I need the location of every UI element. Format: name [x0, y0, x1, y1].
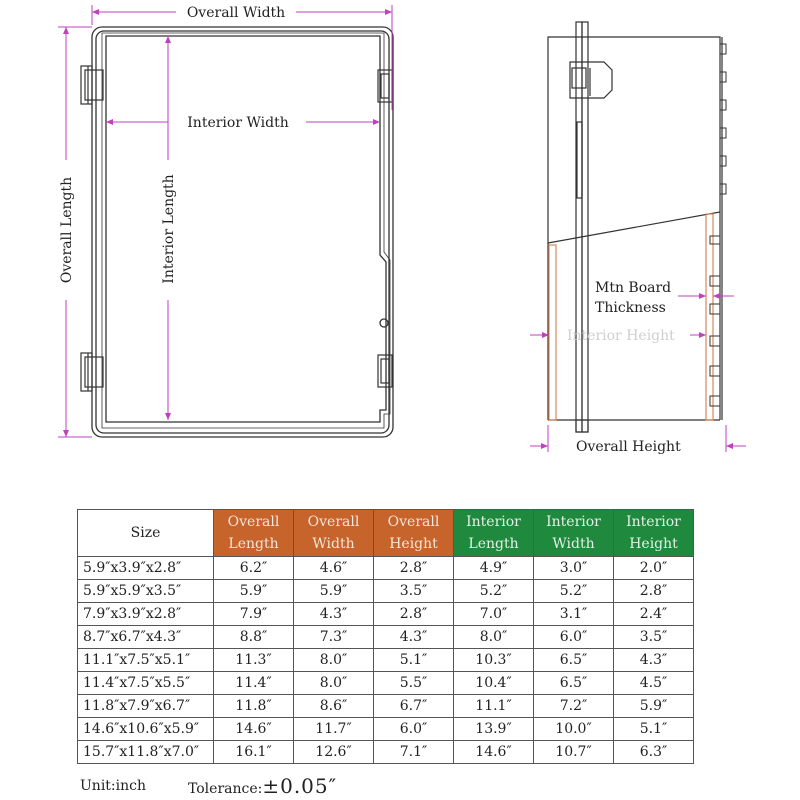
tolerance-value: ±0.05″	[262, 774, 338, 798]
table-cell: 2.4″	[614, 603, 694, 626]
size-cell: 5.9″x5.9″x3.5″	[78, 580, 214, 603]
interior-height-label: Interior Height	[567, 328, 675, 344]
table-cell: 7.0″	[454, 603, 534, 626]
table-cell: 8.0″	[294, 672, 374, 695]
table-cell: 6.5″	[534, 649, 614, 672]
table-row	[78, 649, 694, 672]
table-header-row	[78, 510, 694, 557]
front-view-enclosure	[92, 27, 393, 437]
size-cell: 11.8″x7.9″x6.7″	[78, 695, 214, 718]
header-overall-length: Overall Length	[214, 510, 294, 557]
size-cell: 7.9″x3.9″x2.8″	[78, 603, 214, 626]
table-row	[78, 603, 694, 626]
interior-length-label: Interior Length	[161, 174, 177, 284]
table-row	[78, 580, 694, 603]
table-cell: 7.1″	[374, 741, 454, 764]
size-cell: 8.7″x6.7″x4.3″	[78, 626, 214, 649]
table-cell: 10.4″	[454, 672, 534, 695]
table-cell: 6.5″	[534, 672, 614, 695]
size-cell: 14.6″x10.6″x5.9″	[78, 718, 214, 741]
table-cell: 2.8″	[374, 557, 454, 580]
table-cell: 2.8″	[614, 580, 694, 603]
table-cell: 8.0″	[294, 649, 374, 672]
mtn-board-label-line2: Thickness	[595, 300, 666, 316]
header-interior-height: Interior Height	[614, 510, 694, 557]
hinge-top-left	[81, 66, 103, 104]
tolerance-note	[188, 774, 337, 798]
overall-length-label: Overall Length	[59, 176, 75, 284]
table-cell: 5.2″	[534, 580, 614, 603]
mtn-board-label-line1: Mtn Board	[595, 280, 672, 296]
table-cell: 11.4″	[214, 672, 294, 695]
header-interior-length: Interior Length	[454, 510, 534, 557]
hinge-bottom-left	[81, 353, 103, 391]
table-cell: 10.0″	[534, 718, 614, 741]
table-cell: 6.2″	[214, 557, 294, 580]
table-cell: 8.8″	[214, 626, 294, 649]
table-cell: 7.3″	[294, 626, 374, 649]
table-body	[78, 557, 694, 764]
table-cell: 6.7″	[374, 695, 454, 718]
header-overall-height: Overall Height	[374, 510, 454, 557]
table-cell: 5.2″	[454, 580, 534, 603]
table-cell: 5.1″	[614, 718, 694, 741]
table-cell: 8.0″	[454, 626, 534, 649]
table-cell: 2.0″	[614, 557, 694, 580]
table-cell: 6.3″	[614, 741, 694, 764]
table-row	[78, 557, 694, 580]
table-cell: 10.7″	[534, 741, 614, 764]
table-cell: 5.5″	[374, 672, 454, 695]
table-cell: 3.1″	[534, 603, 614, 626]
table-cell: 5.9″	[214, 580, 294, 603]
table-cell: 3.5″	[374, 580, 454, 603]
size-cell: 15.7″x11.8″x7.0″	[78, 741, 214, 764]
table-cell: 5.1″	[374, 649, 454, 672]
table-cell: 6.0″	[534, 626, 614, 649]
table-cell: 4.9″	[454, 557, 534, 580]
table-cell: 4.3″	[614, 649, 694, 672]
table-row	[78, 741, 694, 764]
table-cell: 4.6″	[294, 557, 374, 580]
table-cell: 11.3″	[214, 649, 294, 672]
unit-label: Unit:inch	[80, 778, 146, 794]
table-row	[78, 695, 694, 718]
table-cell: 2.8″	[374, 603, 454, 626]
table-cell: 3.0″	[534, 557, 614, 580]
table-cell: 13.9″	[454, 718, 534, 741]
overall-width-label: Overall Width	[186, 5, 286, 21]
table-cell: 4.5″	[614, 672, 694, 695]
table-cell: 11.1″	[454, 695, 534, 718]
table-row	[78, 672, 694, 695]
table-cell: 5.9″	[614, 695, 694, 718]
table-cell: 5.9″	[294, 580, 374, 603]
table-row	[78, 718, 694, 741]
table-cell: 3.5″	[614, 626, 694, 649]
table-cell: 11.7″	[294, 718, 374, 741]
table-cell: 6.0″	[374, 718, 454, 741]
table-cell: 4.3″	[294, 603, 374, 626]
table-cell: 7.2″	[534, 695, 614, 718]
header-interior-width: Interior Width	[534, 510, 614, 557]
table-cell: 10.3″	[454, 649, 534, 672]
header-size: Size	[78, 510, 214, 557]
size-spec-table	[77, 509, 694, 764]
table-cell: 14.6″	[454, 741, 534, 764]
table-cell: 16.1″	[214, 741, 294, 764]
table-cell: 11.8″	[214, 695, 294, 718]
size-cell: 11.1″x7.5″x5.1″	[78, 649, 214, 672]
table-cell: 7.9″	[214, 603, 294, 626]
size-cell: 11.4″x7.5″x5.5″	[78, 672, 214, 695]
header-overall-width: Overall Width	[294, 510, 374, 557]
tolerance-label: Tolerance:	[188, 781, 263, 797]
interior-width-label: Interior Width	[187, 115, 289, 131]
table-cell: 4.3″	[374, 626, 454, 649]
side-view-enclosure	[548, 22, 722, 432]
table-cell: 14.6″	[214, 718, 294, 741]
table-cell: 8.6″	[294, 695, 374, 718]
size-cell: 5.9″x3.9″x2.8″	[78, 557, 214, 580]
table-cell: 12.6″	[294, 741, 374, 764]
overall-height-label: Overall Height	[576, 439, 681, 455]
table-row	[78, 626, 694, 649]
